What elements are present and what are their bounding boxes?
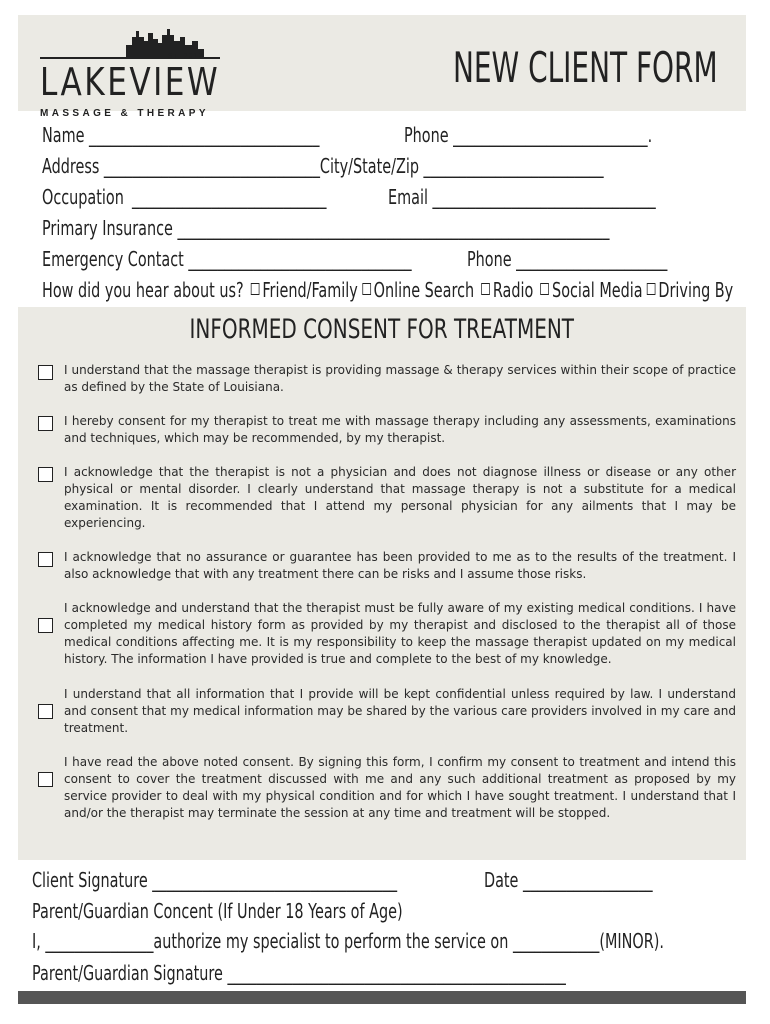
referral-option: Driving By: [658, 278, 734, 302]
referral-option: Online Search: [373, 278, 475, 302]
authorize-field[interactable]: I, _______________authorize my specialist to perform the service on ____________(MINOR).: [32, 929, 664, 953]
consent-text: I hereby consent for my therapist to treat me with massage therapy including any assessments, examinations and techniques, which may be recommended, by my therapist.: [64, 414, 736, 445]
header-panel: [18, 15, 746, 119]
date-field[interactable]: Date __________________: [484, 868, 653, 892]
logo-wordmark: LAKEVIEW: [40, 60, 221, 104]
referral-row: [42, 278, 733, 302]
referral-option: Social Media: [552, 278, 643, 302]
footer-bar: [18, 991, 746, 1004]
occupation-field[interactable]: ___________________________: [132, 185, 327, 209]
consent-checkbox[interactable]: [38, 365, 53, 380]
consent-text: I acknowledge that no assurance or guarantee has been provided to me as to the results of the treatment. I also acknowledge that with any treatment there can be risks and I assume those risks.: [64, 550, 736, 581]
form-title: NEW CLIENT FORM: [453, 43, 718, 92]
consent-checkbox[interactable]: [38, 416, 53, 431]
referral-checkbox[interactable]: [541, 283, 550, 295]
emergency-contact-field[interactable]: Emergency Contact _______________________________: [42, 247, 412, 271]
consent-title-text: INFORMED CONSENT FOR TREATMENT: [189, 314, 575, 345]
emergency-phone-field[interactable]: Phone _____________________: [467, 247, 668, 271]
name-field[interactable]: Name ________________________________: [42, 123, 320, 147]
consent-checkbox[interactable]: [38, 552, 53, 567]
consent-title: [18, 314, 746, 345]
occupation-label: Occupation: [42, 185, 124, 209]
consent-text: I acknowledge that the therapist is not a physician and does not diagnose illness or disease or any other physical or mental disorder. I clearly understand that massage therapy is not a substitute for a medical examination. It is recommended that I attend my personal physician for any ailments that I may be experiencing.: [64, 465, 736, 530]
consent-text: I understand that the massage therapist is providing massage & therapy services within their scope of practice as defined by the State of Louisiana.: [64, 363, 736, 394]
consent-checkbox[interactable]: [38, 772, 53, 787]
consent-panel: [18, 307, 746, 860]
guardian-consent-label: Parent/Guardian Concent (If Under 18 Years of Age): [32, 899, 403, 923]
referral-option: Friend/Family: [262, 278, 358, 302]
consent-checkbox[interactable]: [38, 704, 53, 719]
guardian-signature-field[interactable]: Parent/Guardian Signature _______________________________________________: [32, 961, 566, 985]
referral-label: How did you hear about us?: [42, 278, 244, 302]
email-field[interactable]: Email _______________________________: [388, 185, 656, 209]
address-field[interactable]: Address ______________________________City/State/Zip _________________________: [42, 154, 604, 178]
referral-checkbox[interactable]: [362, 283, 371, 295]
logo-tagline: MASSAGE & THERAPY: [40, 108, 209, 119]
phone-field[interactable]: Phone ___________________________.: [404, 123, 653, 147]
consent-checkbox[interactable]: [38, 467, 53, 482]
consent-checkbox[interactable]: [38, 618, 53, 633]
referral-checkbox[interactable]: [481, 283, 490, 295]
lakeview-logo: [40, 27, 221, 119]
logo-est: EST. 2012: [162, 53, 204, 60]
consent-text: I have read the above noted consent. By signing this form, I confirm my consent to treatment and intend this consent to cover the treatment discussed with me and any such additional treatment as proposed by my service provider to deal with my physical condition and for which I have sought treatment. I understand that I and/or the therapist may terminate the session at any time and treatment will be stopped.: [64, 755, 736, 820]
insurance-field[interactable]: Primary Insurance ____________________________________________________________: [42, 216, 610, 240]
referral-checkbox[interactable]: [251, 283, 260, 295]
referral-checkbox[interactable]: [647, 283, 656, 295]
client-signature-field[interactable]: Client Signature __________________________________: [32, 868, 398, 892]
referral-option: Radio: [492, 278, 534, 302]
consent-text: I acknowledge and understand that the therapist must be fully aware of my existing medical conditions. I have completed my medical history form as provided by my therapist and disclosed to the therapist all of those medical conditions affecting me. It is my responsibility to keep the massage therapist updated on my medical history. The information I have provided is true and complete to the best of my knowledge.: [64, 601, 736, 666]
consent-text: I understand that all information that I provide will be kept confidential unless required by law. I understand and consent that my medical information may be shared by the various care providers involved in my care and treatment.: [64, 687, 736, 735]
